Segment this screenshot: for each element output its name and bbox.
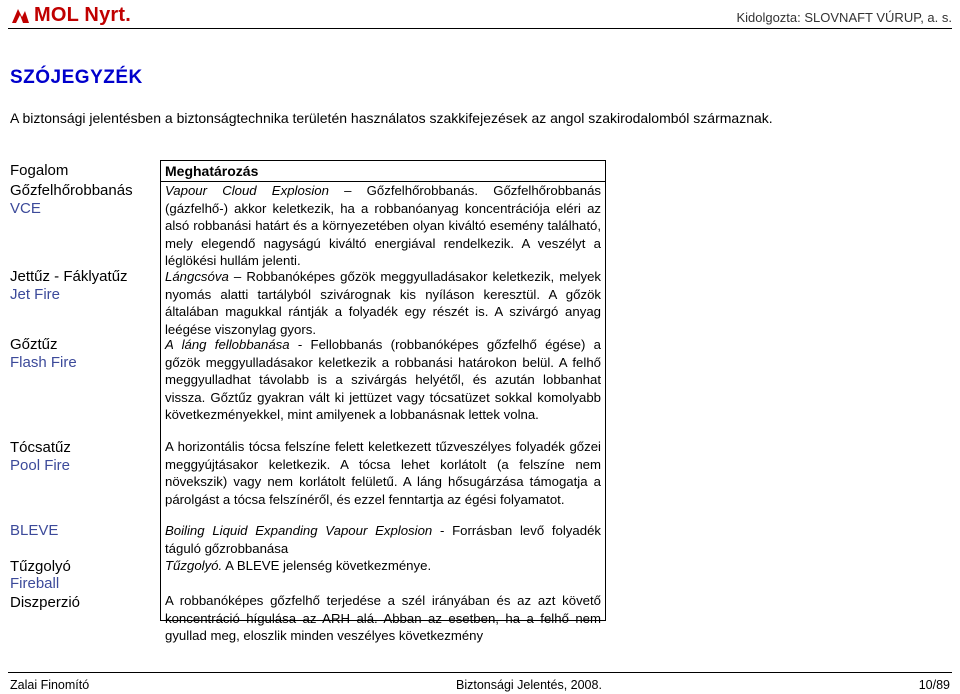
definition-body: - Fellobbanás (robbanóképes gőzfelhő égése) a gőzök meggyulladásakor keletkezik a robbanási határokon belül. A felhő meggyulladhat távolabb is a szivárgás helyétől, és azután lobbanhat vissza. Gőztűz gyakran vált ki jettüzet vagy tócsatüzet sokkal komolyabb következményekkel, mint amilyenek a lobbanásnak lettek volna. [165,337,602,423]
term-en: Jet Fire [10,286,61,303]
brand-name: MOL Nyrt. [34,4,131,26]
page-number: 10/89 [918,678,950,692]
definition-text [165,592,601,645]
definition-text [165,522,601,557]
term-hu: Jettűz - Fáklyatűz [10,268,128,285]
term-column-header: Fogalom [10,162,69,179]
term-hu: Tűzgolyó [10,558,71,575]
term-en: VCE [10,200,41,217]
definition-column [160,160,606,644]
footer-center: Biztonsági Jelentés, 2008. [456,678,602,692]
term-column [8,160,156,621]
definition-text [165,557,601,575]
term-en: Pool Fire [10,457,71,474]
footer-left: Zalai Finomító [10,678,90,692]
definition-italic: Lángcsóva [165,269,229,284]
definition-italic: A láng fellobbanása [165,337,290,352]
definition-body: – Robbanóképes gőzök meggyulladásakor keletkezik, melyek nyomás alatti tartályból szivárognak kis nyíláson keresztül. A gőzök általában magukkal rántják a folyadék egy részét is. A szivárgó anyag leégése viszonylag gyors. [165,269,601,337]
definition-body: A horizontális tócsa felszíne felett keletkezett tűzveszélyes folyadék gőzei meggyújtásakor keletkezik. A tócsa lehet korlátolt (a felszíne nem növekszik) vagy nem korlátolt felületű. A láng hősugárzása támogatja a párolgást a tócsa felszínéről, és ezzel fenntartja az égési folyamatot. [165,439,601,507]
definition-body: – Gőzfelhőrobbanás. Gőzfelhőrobbanás (gázfelhő-) akkor keletkezik, ha a robbanóanyag koncentrációja eléri az alsó robbanási határt és a környezetében olyan kiváltó esemény található, mely elegendő nagyságú kiváltó energiával rendelkezik. A veszélyt a léglökési hullám jelenti. [165,183,601,269]
definition-italic: Vapour Cloud Explosion [165,183,329,198]
logo [10,4,131,27]
definition-text [165,438,601,508]
definition-italic: Tűzgolyó. [165,558,223,573]
definition-text [165,336,601,424]
definition-text [165,182,601,270]
definition-column-header: Meghatározás [165,163,259,179]
definition-body: A BLEVE jelenség következménye. [222,558,432,573]
definition-body: - Forrásban levő folyadék táguló gőzrobbanása [165,523,602,556]
page-footer [8,672,952,693]
term-hu: Diszperzió [10,594,81,611]
term-hu: Tócsatűz [10,439,71,456]
term-en: Flash Fire [10,354,77,371]
definition-italic: Boiling Liquid Expanding Vapour Explosion [165,523,433,538]
term-en: BLEVE [10,522,59,539]
definition-text [165,268,601,338]
mol-logo-icon [10,7,30,25]
definition-body: A robbanóképes gőzfelhő terjedése a szél irányában és az azt követő koncentráció hígulása az ARH alá. Abban az esetben, ha a felhő nem gyullad meg, eloszlik minden veszélyes következmény [165,593,601,644]
page-title: SZÓJEGYZÉK [10,67,143,88]
term-hu: Gőzfelhőrobbanás [10,182,133,199]
term-en: Fireball [10,575,60,592]
intro-paragraph: A biztonsági jelentésben a biztonságtechnika területén használatos szakkifejezések az angol szakirodalomból származnak. [10,110,773,126]
page-header [8,2,952,29]
glossary-table [8,160,606,644]
contractor-text: Kidolgozta: SLOVNAFT VÚRUP, a. s. [736,10,952,25]
term-hu: Gőztűz [10,336,58,353]
